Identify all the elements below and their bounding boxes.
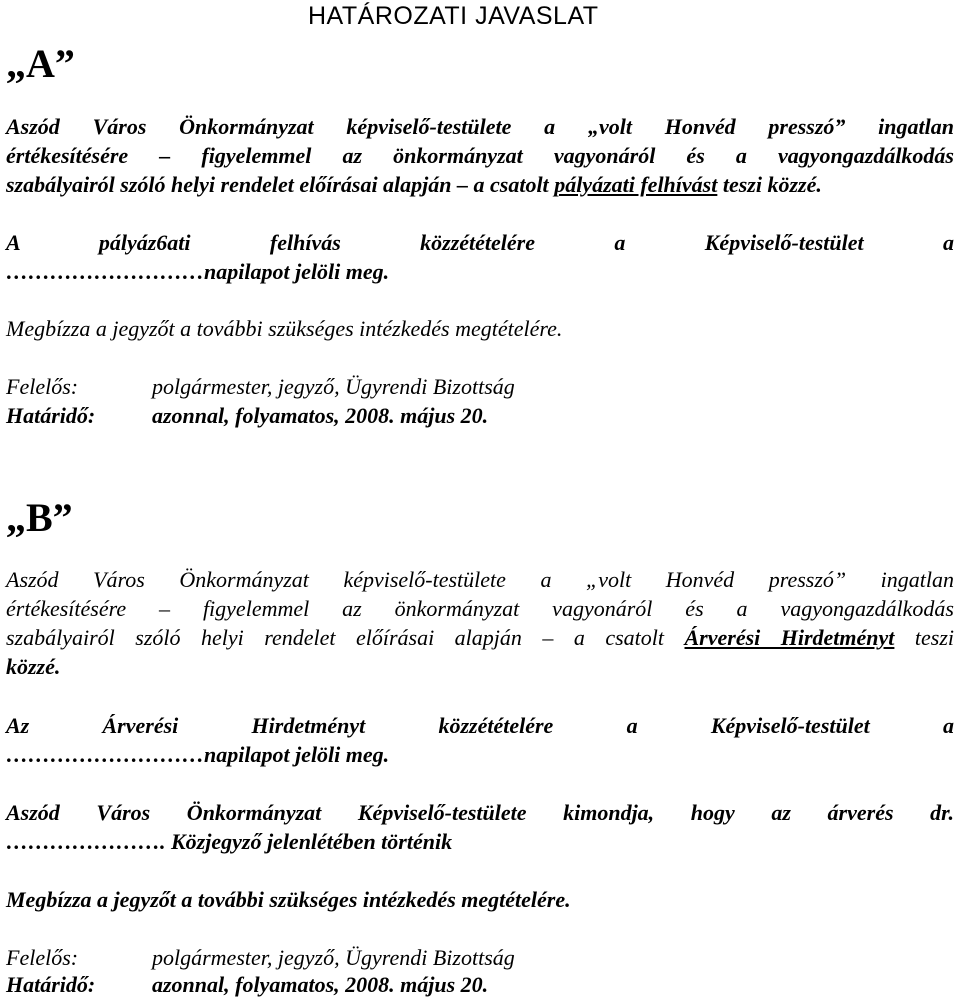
document-title: HATÁROZATI JAVASLAT [308, 2, 599, 30]
hatarido-value: azonnal, folyamatos, 2008. május 20. [152, 403, 489, 428]
felelos-value: polgármester, jegyző, Ügyrendi Bizottság [152, 945, 515, 970]
section-b-paragraph-1-line-4: közzé. [6, 654, 61, 679]
section-a-paragraph-2-line-1: A pályáz6ati felhívás közzétételére a Képviselő-testület a [6, 230, 954, 255]
palyazati-felhivas-link[interactable]: pályázati felhívást [554, 172, 718, 197]
section-a-paragraph-3: Megbízza a jegyzőt a további szükséges intézkedés megtételére. [6, 316, 563, 341]
section-a-paragraph-2-line-2: ………………………napilapot jelöli meg. [6, 259, 390, 284]
section-b-felelos-row [6, 945, 954, 971]
section-b-paragraph-4: Megbízza a jegyzőt a további szükséges intézkedés megtételére. [6, 887, 571, 912]
section-b-line-3-text: szabályairól szóló helyi rendelet előírásai alapján – a csatolt [6, 625, 685, 650]
felelos-label: Felelős: [6, 945, 79, 970]
section-b-paragraph-3-line-2: …………………. Közjegyző jelenlétében történik [6, 829, 453, 854]
section-b-paragraph-1-line-3 [6, 625, 954, 651]
hatarido-label: Határidő: [6, 403, 96, 428]
hatarido-value: azonnal, folyamatos, 2008. május 20. [152, 972, 489, 997]
section-b-paragraph-1-line-2: értékesítésére – figyelemmel az önkormányzat vagyonáról és a vagyongazdálkodás [6, 596, 954, 621]
felelos-label: Felelős: [6, 374, 79, 399]
section-b-paragraph-3-line-1: Aszód Város Önkormányzat Képviselő-testülete kimondja, hogy az árverés dr. [6, 800, 954, 825]
section-b-label: „B” [6, 495, 73, 540]
section-b-paragraph-2-line-1: Az Árverési Hirdetményt közzétételére a Képviselő-testület a [6, 713, 954, 738]
section-b-paragraph-2-line-2: ………………………napilapot jelöli meg. [6, 742, 390, 767]
section-a-paragraph-1-line-3 [6, 172, 954, 198]
section-a-felelos-row [6, 374, 954, 400]
section-a-paragraph-1-line-2: értékesítésére – figyelemmel az önkormányzat vagyonáról és a vagyongazdálkodás [6, 143, 954, 168]
hatarido-label: Határidő: [6, 972, 96, 997]
arveresi-hirdetmeny-link[interactable]: Árverési Hirdetményt [684, 625, 895, 650]
section-a-line-3-text: szabályairól szóló helyi rendelet előírásai alapján – a csatolt [6, 172, 555, 197]
section-a-line-3-end: teszi közzé. [717, 172, 822, 197]
section-a-label: „A” [6, 41, 75, 86]
felelos-value: polgármester, jegyző, Ügyrendi Bizottság [152, 374, 515, 399]
section-b-hatarido-row [6, 972, 954, 998]
section-a-paragraph-1-line-1: Aszód Város Önkormányzat képviselő-testülete a „volt Honvéd presszó” ingatlan [6, 114, 954, 139]
section-a-hatarido-row [6, 403, 954, 429]
section-b-line-3-end: teszi [894, 625, 955, 650]
section-b-paragraph-1-line-1: Aszód Város Önkormányzat képviselő-testülete a „volt Honvéd presszó” ingatlan [6, 567, 954, 592]
